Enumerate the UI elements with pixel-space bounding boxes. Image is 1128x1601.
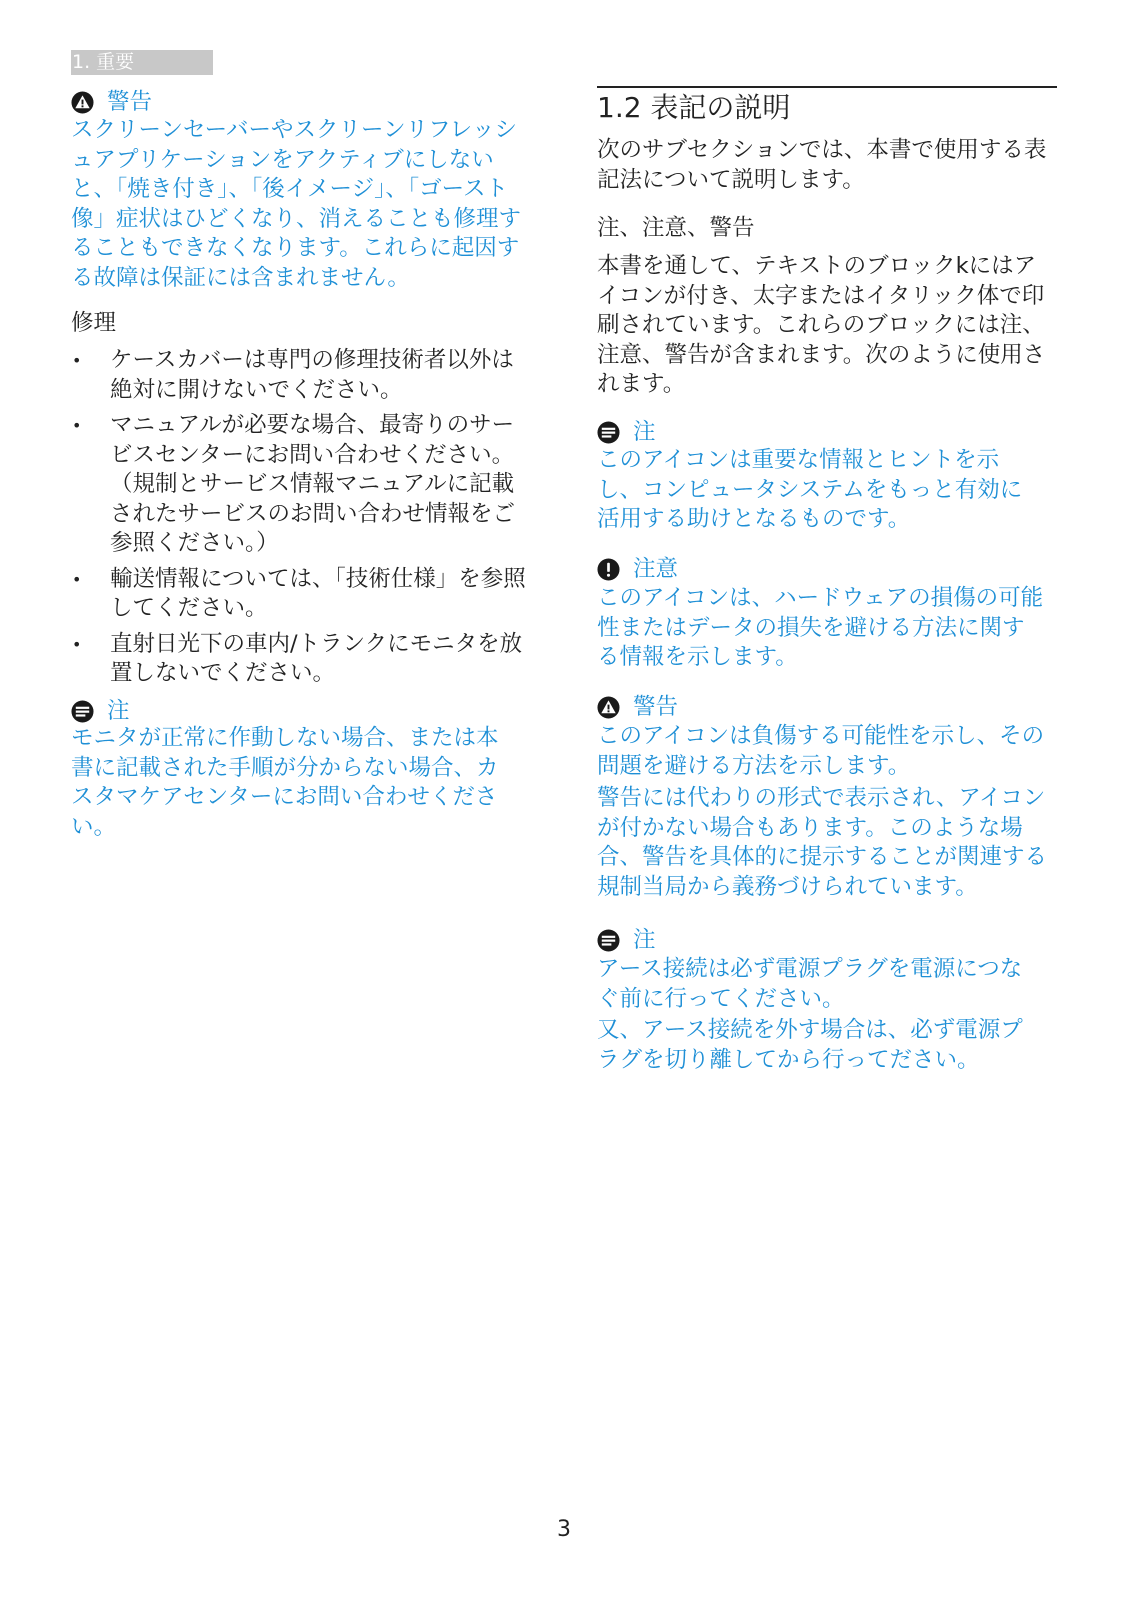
caution-text: このアイコンは、ハードウェアの損傷の可能性またはデータの損失を避ける方法に関する情報を示します。 xyxy=(597,585,1044,670)
repair-list xyxy=(71,346,529,689)
list-item: • マニュアルが必要な場合、最寄りのサービスセンターにお問い合わせください。（規制とサービス情報マニュアルに記載されたサービスのお問い合わせ情報をご参照ください。） xyxy=(71,411,529,559)
warning-title: 警告 xyxy=(107,89,153,115)
section-title: 1.2 表記の説明 xyxy=(597,86,1057,126)
note-icon xyxy=(71,700,94,723)
intro-text: 次のサブセクションでは、本書で使用する表記法について説明します。 xyxy=(597,137,1047,193)
note-icon xyxy=(597,421,620,444)
warning-text: このアイコンは負傷する可能性を示し、その問題を避ける方法を示します。 xyxy=(597,723,1045,779)
subheading: 注、注意、警告 xyxy=(597,215,755,241)
warning-title: 警告 xyxy=(633,694,679,720)
note-title: 注 xyxy=(633,419,656,445)
note-heading xyxy=(71,697,130,726)
note-text: このアイコンは重要な情報とヒントを示し、コンピュータシステムをもっと有効に活用する助けとなるものです。 xyxy=(597,447,1023,532)
caution-heading xyxy=(597,555,678,584)
page-number: 3 xyxy=(557,1517,571,1542)
note-heading xyxy=(597,418,656,447)
list-item: • 直射日光下の車内/トランクにモニタを放置しないでください。 xyxy=(71,630,529,689)
caution-title: 注意 xyxy=(633,556,679,582)
warning-heading xyxy=(597,693,678,722)
note-heading xyxy=(597,926,656,955)
list-item: • ケースカバーは専門の修理技術者以外は絶対に開けないでください。 xyxy=(71,346,529,405)
list-item: • 輸送情報については、「技術仕様」を参照してください。 xyxy=(71,565,529,624)
warning-triangle-icon xyxy=(597,696,620,719)
warning-text: スクリーンセーバーやスクリーンリフレッシュアプリケーションをアクティブにしないと、「焼き付き」、「後イメージ」、「ゴースト像」症状はひどくなり、消えることも修理することもできなくなります。これらに起因する故障は保証には含まれません。 xyxy=(71,117,522,291)
note-text: アース接続は必ず電源プラグを電源につなぐ前に行ってください。 xyxy=(597,956,1023,1012)
note-text-extra: 又、アース接続を外す場合は、必ず電源プラグを切り離してから行ってださい。 xyxy=(597,1017,1023,1073)
caution-icon xyxy=(597,558,620,581)
note-title: 注 xyxy=(633,927,656,953)
warning-triangle-icon xyxy=(71,91,94,114)
note-icon xyxy=(597,929,620,952)
chapter-tag: 1. 重要 xyxy=(71,50,213,75)
note-text: モニタが正常に作動しない場合、または本書に記載された手順が分からない場合、カスタマケアセンターにお問い合わせください。 xyxy=(71,725,499,840)
repair-heading: 修理 xyxy=(71,310,117,336)
warning-heading xyxy=(71,88,152,117)
warning-text-extra: 警告には代わりの形式で表示され、アイコンが付かない場合もあります。このような場合、警告を具体的に提示することが関連する規制当局から義務づけられています。 xyxy=(597,785,1048,900)
body-text: 本書を通して、テキストのブロックkにはアイコンが付き、太字またはイタリック体で印刷されています。これらのブロックには注、注意、警告が含まれます。次のように使用されます。 xyxy=(597,253,1046,397)
note-title: 注 xyxy=(107,698,130,724)
